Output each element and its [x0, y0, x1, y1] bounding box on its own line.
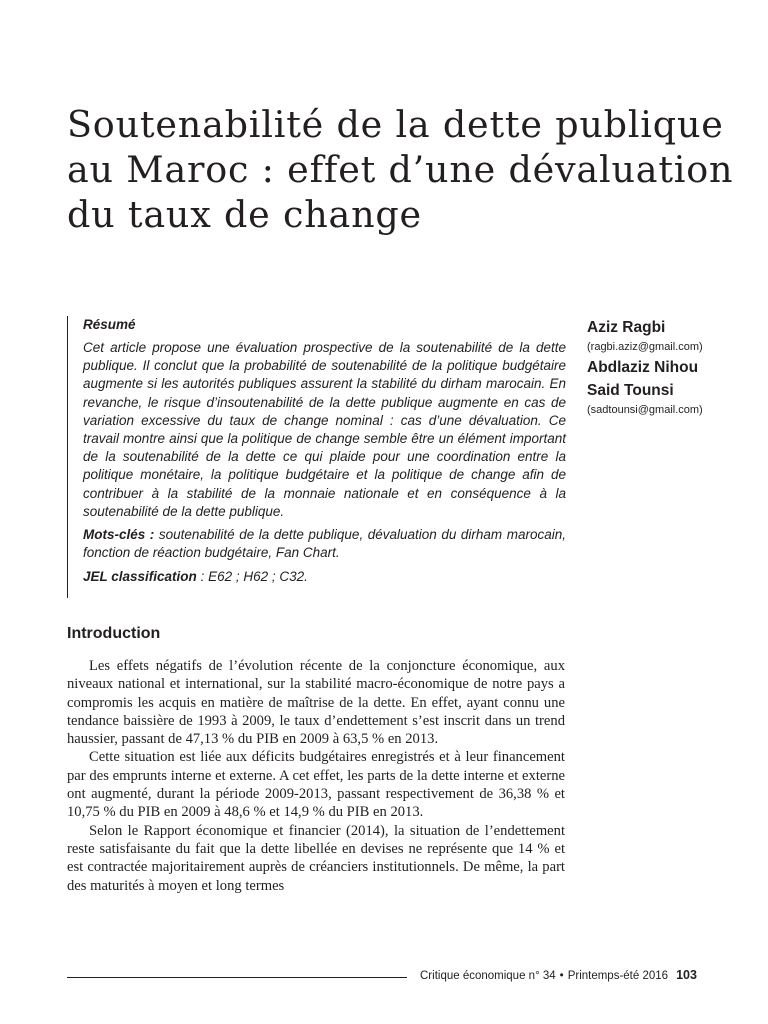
abstract-content [83, 316, 566, 587]
abstract-heading: Résumé [83, 317, 136, 332]
keywords-label: Mots-clés : [83, 527, 155, 543]
article-title-line: Soutenabilité de la dette publique [67, 103, 724, 146]
abstract-section [67, 316, 566, 598]
jel-codes: : E62 ; H62 ; C32. [196, 569, 308, 585]
article-title-line: au Maroc : effet d’une dévaluation [67, 148, 734, 191]
body-paragraph: Selon le Rapport économique et financier (2014), la situation de l’endettement reste satisfaisante du fait que la dette libellée en devises ne représente que 14 % et est contractée majoritairement auprès de créanciers institutionnels. De même, la part des maturités à moyen et long termes [67, 822, 565, 894]
keywords [83, 526, 566, 562]
author-email: (sadtounsi@gmail.com) [587, 404, 703, 416]
keywords-text: soutenabilité de la dette publique, dévaluation du dirham marocain, fonction de réaction budgétaire, Fan Chart. [83, 527, 566, 561]
body-paragraph: Les effets négatifs de l’évolution récente de la conjoncture économique, aux niveaux national et international, sur la stabilité macro-économique de notre pays a compromis les acquis en matière de maîtrise de la dette. En effet, ayant connu une tendance baissière de 1993 à 2009, le taux d’endettement s’est inscrit dans un trend haussier, passant de 47,13 % du PIB en 2009 à 63,5 % en 2013. [67, 658, 565, 748]
author-name: Abdlaziz Nihou [587, 359, 699, 376]
author-email: (ragbi.aziz@gmail.com) [587, 341, 703, 353]
abstract-text: Cet article propose une évaluation prospective de la soutenabilité de la dette publique. Il conclut que la probabilité de soutenabilité de la politique budgétaire augmente si les autorités publiques assurent la stabilité du dirham marocain. En revanche, le risque d’insoutenabilité de la dette publique augmente en cas de variation excessive du taux de change nominal : cas d’une dévaluation. Ce travail montre ainsi que la politique de change semble être un élément important de la soutenabilité de la dette ce qui plaide pour une coordination entre la politique monétaire, la politique budgétaire et la politique de change afin de contribuer à la stabilité de la monnaie nationale et en conséquence à la soutenabilité de la dette publique. [83, 340, 566, 519]
body-paragraph: Cette situation est liée aux déficits budgétaires enregistrés et à leur financement par des emprunts interne et externe. A cet effet, les parts de la dette interne et externe ont augmenté, durant la période 2009-2013, passant respectivement de 36,38 % et 10,75 % du PIB en 2009 à 48,6 % et 14,9 % du PIB en 2013. [67, 749, 565, 821]
introduction-body [67, 657, 565, 895]
article-title [67, 102, 747, 237]
journal-issue: Printemps-été 2016 [567, 970, 669, 982]
authors-block [587, 318, 757, 421]
jel-label: JEL classification [83, 569, 197, 585]
page-footer [420, 967, 720, 984]
article-title-line: du taux de change [67, 193, 422, 236]
footer-separator: • [559, 970, 564, 982]
journal-name: Critique économique n° 34 [420, 970, 556, 982]
introduction-heading: Introduction [67, 625, 161, 642]
footer-rule [67, 977, 407, 978]
author-name: Aziz Ragbi [587, 319, 666, 336]
jel-classification [83, 568, 566, 586]
author-name: Said Tounsi [587, 382, 674, 399]
page-number: 103 [676, 968, 697, 982]
